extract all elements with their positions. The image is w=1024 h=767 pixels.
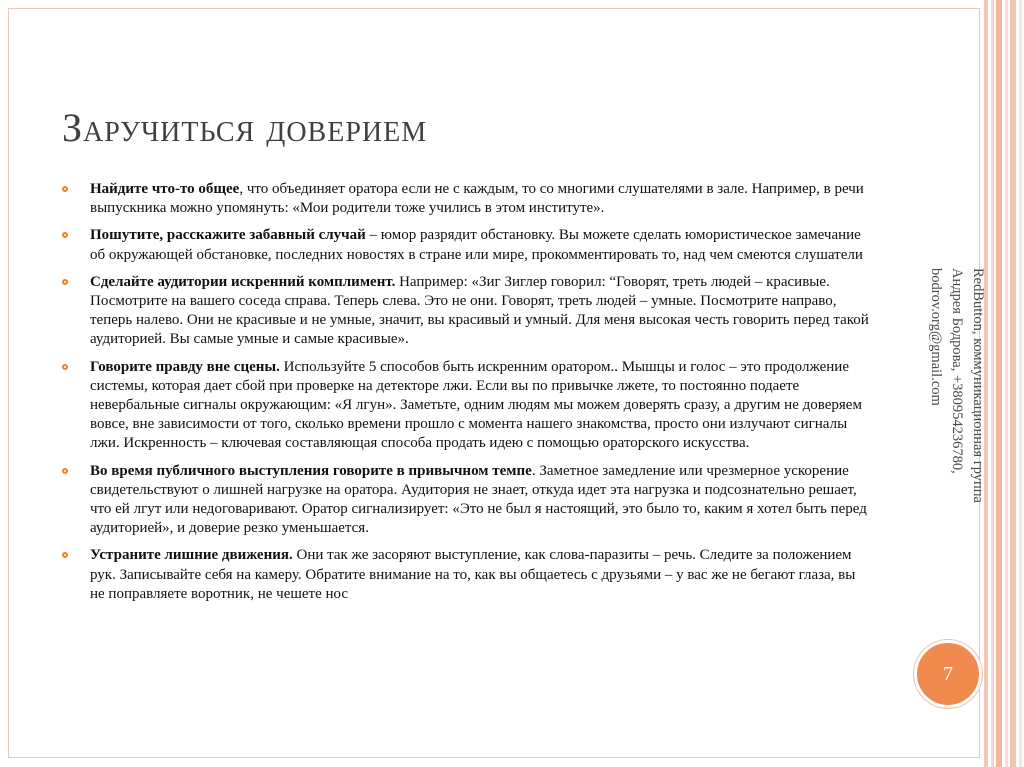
- bullet-circle-icon: [62, 468, 68, 474]
- bullet-lead: Во время публичного выступления говорите в привычном темпе: [90, 462, 532, 479]
- bullet-circle-icon: [62, 279, 68, 285]
- slide-title: Заручиться доверием: [62, 105, 428, 150]
- decorative-stripes: [984, 0, 1024, 767]
- bullet-lead: Найдите что-то общее: [90, 181, 240, 197]
- bullet-item: [60, 273, 872, 350]
- bullet-text: . Заметное замедление или чрезмерное ускорение свидетельствуют о лишней нагрузке на оратора. Аудитория не знает, откуда идет эта нагрузка и подсознательно решает, что ей лгут или недоговаривают. Оратор сигнализирует: «Это не был я настоящий, это было то, каким я хотел быть перед аудиторией», и доверие резко уменьшается.: [90, 462, 867, 537]
- side-credit-email: bodrov.org@gmail.com: [928, 268, 944, 406]
- bullet-lead: Сделайте аудитории искренний комплимент.: [90, 273, 396, 290]
- bullet-circle-icon: [62, 232, 68, 238]
- bullet-circle-icon: [62, 364, 68, 370]
- bullet-item: [60, 358, 872, 454]
- bullet-text: Они так же засоряют выступление, как слова-паразиты – речь. Следите за положением рук. Записывайте себя на камеру. Обратите внимание на то, как вы общаетесь с друзьями – у вас же не бегают глаза, вы не поправляете воротник, не чешете нос: [90, 547, 856, 602]
- side-credit-line: Андрея Бодрова, +380954236780,: [949, 268, 965, 474]
- bullet-circle-icon: [62, 552, 68, 558]
- bullet-lead: Пошутите, расскажите забавный случай: [90, 227, 366, 244]
- bullet-item: [60, 180, 872, 218]
- bullet-item: [60, 546, 872, 604]
- bullet-lead: Устраните лишние движения.: [90, 547, 293, 564]
- side-credit-text: [925, 268, 988, 503]
- page-number-badge: [914, 640, 982, 708]
- bullet-circle-icon: [62, 186, 68, 192]
- side-credit-line: RedButton, коммуникационная группа: [970, 268, 986, 503]
- bullet-text: Например: «Зиг Зиглер говорил: “Говорят, треть людей – красивые. Посмотрите на вашего соседа справа. Теперь слева. Это не они. Говорят, треть людей – умные. Посмотрите направо, теперь налево. Они не красивые и не умные, значит, вы красивый и умный. Для меня высокая честь говорить перед такой аудиторией. Вы самые умные и самые красивые».: [90, 273, 869, 348]
- bullet-list: [60, 180, 872, 612]
- bullet-item: [60, 462, 872, 539]
- bullet-text: Используйте 5 способов быть искренним оратором.. Мышцы и голос – это продолжение системы, которая дает сбой при проверке на детекторе лжи. Если вы по привычке лжете, то постоянно подаете невербальные сигналы окружающим: «Я лгун». Заметьте, одним людям мы можем доверять сразу, а другим не доверяем вовсе, вне зависимости от того, сколько времени прошло с момента нашего знакомства, просто они излучают сигналы лжи. Искренность – ключевая составляющая способа продать идею с помощью ораторского искусства.: [90, 358, 862, 452]
- bullet-text: , что объединяет оратора если не с каждым, то со многими слушателями в зале. Например, в речи выпускника можно упомянуть: «Мои родители тоже учились в этом институте».: [90, 181, 864, 217]
- bullet-item: [60, 226, 872, 264]
- bullet-text: – юмор разрядит обстановку. Вы можете сделать юмористическое замечание об окружающей обстановке, последних новостях в стране или мире, прокомментировать то, над чем смеются слушатели: [90, 227, 863, 263]
- page-number: 7: [943, 662, 953, 685]
- bullet-lead: Говорите правду вне сцены.: [90, 358, 280, 375]
